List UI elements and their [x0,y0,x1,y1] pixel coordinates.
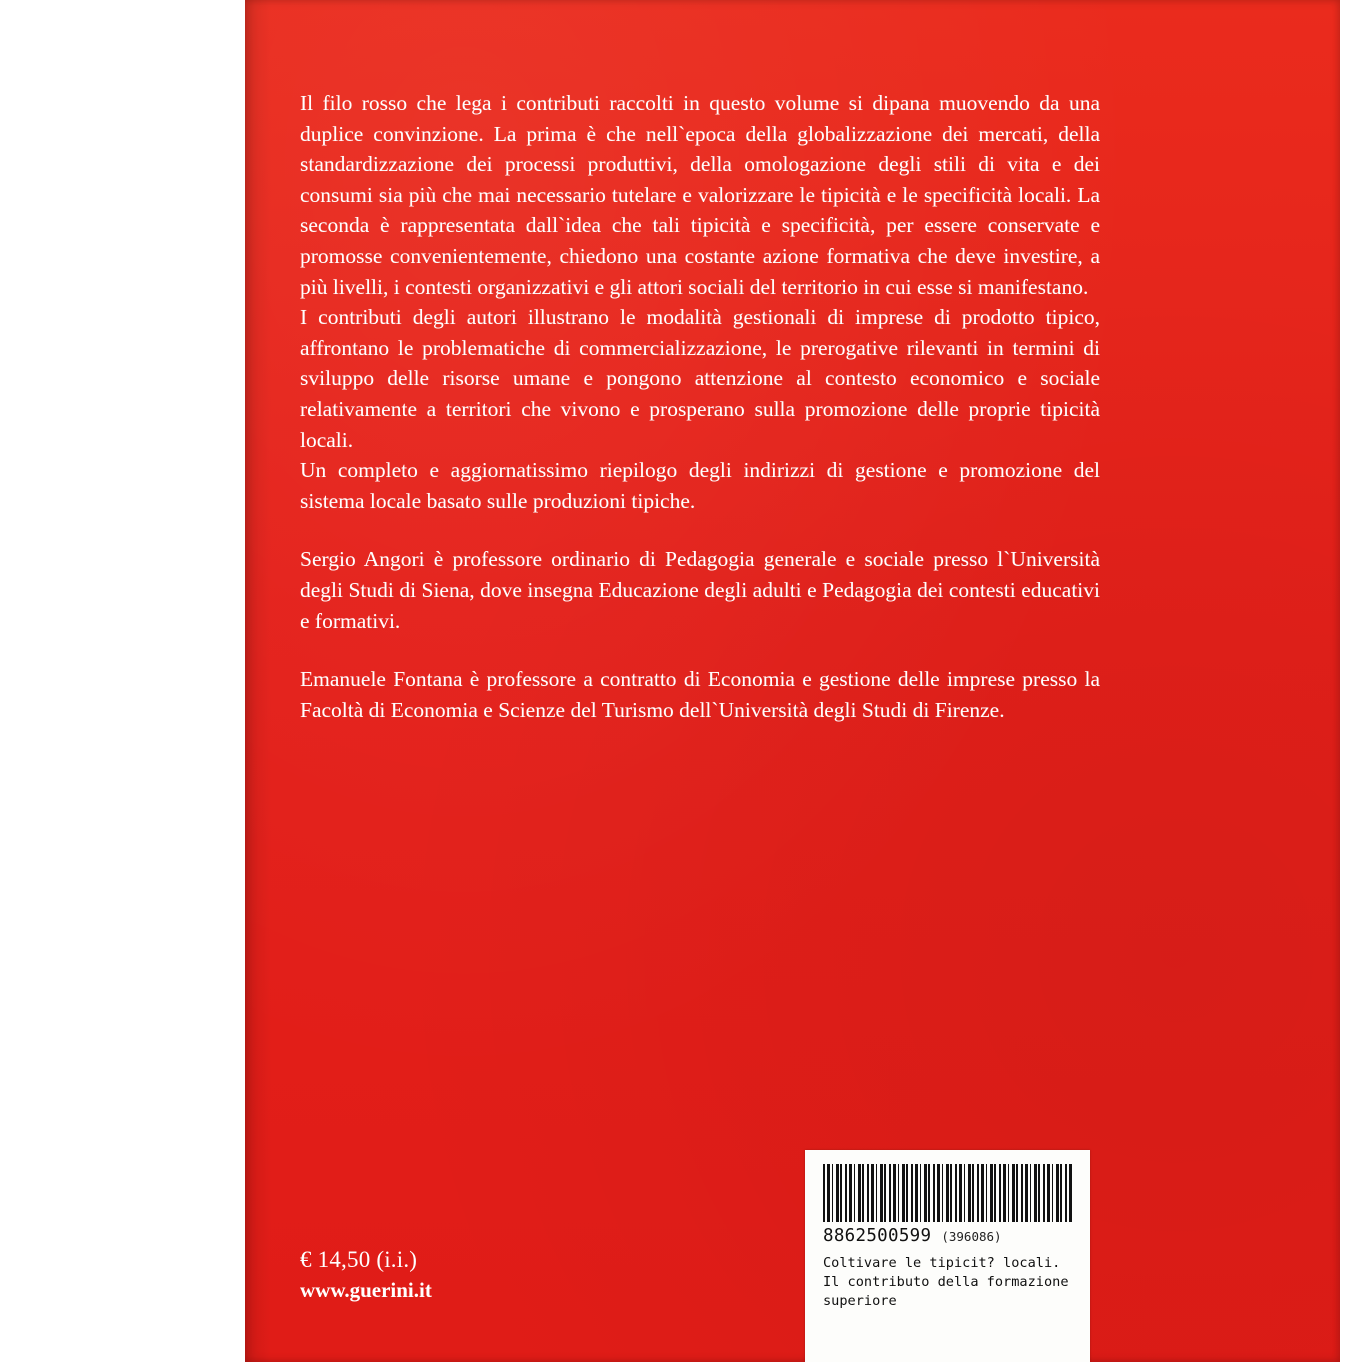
blurb-text-block [300,88,1100,725]
price-label: € 14,50 (i.i.) [300,1247,418,1272]
barcode-label [805,1150,1090,1362]
barcode-internal-code: (396086) [941,1229,1002,1244]
publisher-website[interactable]: www.guerini.it [300,1278,432,1302]
barcode-number-row [823,1226,1075,1246]
book-back-cover [245,0,1340,1362]
blurb-paragraph-3: Un completo e aggiornatissimo riepilogo degli indirizzi di gestione e promozione del sistema locale basato sulle produzioni tipiche. [300,458,1100,513]
barcode-number: 8862500599 [823,1226,932,1246]
author-bio-2: Emanuele Fontana è professore a contratto di Economia e gestione delle imprese presso la Facoltà di Economia e Scienze del Turismo dell`Università degli Studi di Firenze. [300,667,1100,722]
barcode-icon [823,1164,1073,1222]
blurb-paragraph-1: Il filo rosso che lega i contributi raccolti in questo volume si dipana muovendo da una duplice convinzione. La prima è che nell`epoca della globalizzazione dei mercati, della standardizzazione dei processi produttivi, della omologazione degli stili di vita e dei consumi sia più che mai necessario tutelare e valorizzare le tipicità e le specificità locali. La seconda è rappresentata dall`idea che tali tipicità e specificità, per essere conservate e promosse convenientemente, chiedono una costante azione formativa che deve investire, a più livelli, i contesti organizzativi e gli attori sociali del territorio in cui esse si manifestano. [300,91,1100,299]
barcode-title-text: Coltivare le tipicit? locali. Il contributo della formazione superiore [823,1255,1069,1309]
author-bio-1: Sergio Angori è professore ordinario di Pedagogia generale e sociale presso l`Università degli Studi di Siena, dove insegna Educazione degli adulti e Pedagogia dei contesti educativi e formativi. [300,547,1100,633]
price-and-publisher-block [300,1244,432,1306]
blurb-paragraph-2: I contributi degli autori illustrano le modalità gestionali di imprese di prodotto tipico, affrontano le problematiche di commercializzazione, le prerogative rilevanti in termini di sviluppo delle risorse umane e pongono attenzione al contesto economico e sociale relativamente a territori che vivono e prosperano sulla promozione delle proprie tipicità locali. [300,305,1100,452]
